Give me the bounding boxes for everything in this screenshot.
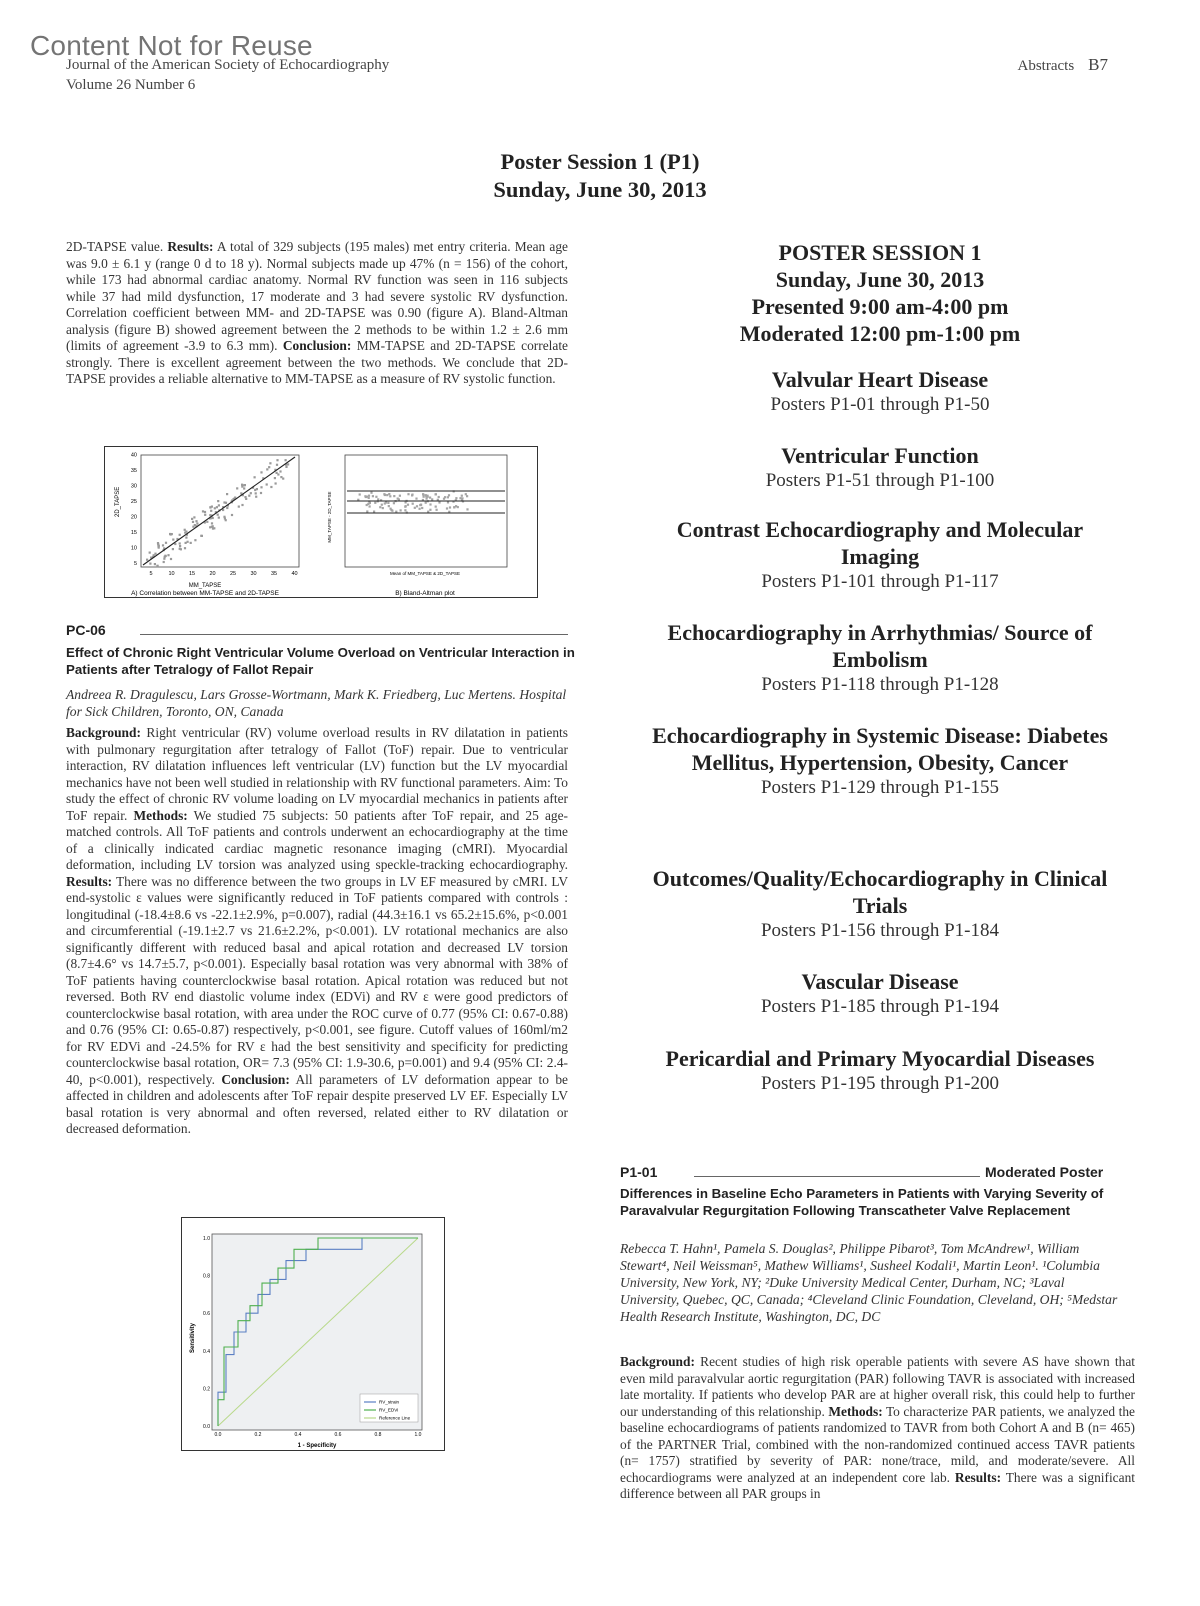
roc-y-tick: 0.6: [203, 1311, 210, 1318]
scatter-point: [276, 459, 278, 461]
bland-altman-point: [400, 509, 402, 511]
bland-altman-point: [390, 508, 392, 510]
bland-altman-point: [377, 498, 379, 500]
scatter-point: [226, 493, 228, 495]
scatter-point: [190, 542, 192, 544]
scatter-point: [185, 537, 187, 539]
abstract-rule: [140, 634, 568, 635]
scatter-point: [163, 561, 165, 563]
scatter-point: [255, 496, 257, 498]
scatter-point: [204, 511, 206, 513]
bland-altman-point: [453, 506, 455, 508]
scatter-point: [211, 522, 213, 524]
scatter-point: [241, 504, 243, 506]
bland-altman-point: [389, 495, 391, 497]
bland-altman-point: [368, 495, 370, 497]
bland-altman-point: [461, 495, 463, 497]
topic-systemic: [640, 722, 1120, 799]
roc-curve-svg: [182, 1218, 444, 1450]
tapse-plots-svg: [105, 447, 537, 597]
bland-altman-point: [461, 497, 463, 499]
bland-altman-point: [411, 494, 413, 496]
scatter-point: [179, 548, 181, 550]
scatter-point: [243, 487, 245, 489]
scatter-point: [165, 542, 167, 544]
bland-altman-point: [419, 504, 421, 506]
scatter-point: [270, 486, 272, 488]
scatter-point: [216, 506, 218, 508]
roc-x-tick: 1.0: [414, 1432, 422, 1438]
roc-x-tick: 0.6: [334, 1432, 342, 1438]
scatter-point: [231, 514, 233, 516]
topic-title: Ventricular Function: [781, 443, 979, 468]
bland-altman-point: [370, 492, 372, 494]
scatter-point: [200, 535, 202, 537]
x-tick-label: 30: [250, 571, 257, 577]
bland-altman-point: [393, 502, 395, 504]
x-tick-label: 40: [291, 571, 298, 577]
scatter-point: [196, 523, 198, 525]
abstract-label-pc06: PC-06: [66, 622, 106, 638]
scatter-point: [245, 498, 247, 500]
fig-a-ylabel: 2D_TAPSE: [115, 486, 121, 517]
bland-altman-point: [382, 507, 384, 509]
watermark: Content Not for Reuse: [30, 30, 313, 61]
scatter-point: [167, 554, 169, 556]
scatter-point: [254, 476, 256, 478]
scatter-point: [213, 527, 215, 529]
bland-altman-point: [426, 498, 428, 500]
bland-altman-point: [391, 510, 393, 512]
bland-altman-point: [374, 502, 376, 504]
x-tick-label: 35: [270, 571, 278, 577]
scatter-point: [193, 516, 195, 518]
topic-vascular: [620, 968, 1140, 1018]
scatter-point: [218, 517, 220, 519]
scatter-point: [187, 541, 189, 543]
bland-altman-point: [425, 495, 427, 497]
figure-tapse: [104, 446, 538, 598]
y-tick-label: 20: [130, 514, 137, 521]
x-tick-label: 10: [168, 571, 175, 577]
scatter-point: [244, 484, 246, 486]
bland-altman-point: [447, 501, 449, 503]
scatter-point: [287, 463, 289, 465]
bland-altman-point: [455, 497, 457, 499]
topic-contrast: [660, 516, 1100, 593]
bland-altman-point: [366, 510, 368, 512]
scatter-point: [153, 554, 155, 556]
bland-altman-point: [438, 496, 440, 498]
bland-altman-point: [435, 506, 437, 508]
section-name: Abstracts: [1017, 58, 1075, 74]
roc-legend: [360, 1394, 418, 1422]
scatter-point: [158, 545, 160, 547]
topic-range: Posters P1-118 through P1-128: [761, 674, 999, 695]
scatter-point: [210, 510, 212, 512]
bland-altman-point: [359, 493, 361, 495]
bland-altman-point: [427, 511, 429, 513]
session-moderated: Moderated 12:00 pm-1:00 pm: [739, 321, 1021, 346]
scatter-point: [158, 547, 160, 549]
scatter-point: [266, 483, 268, 485]
x-tick-label: 5: [149, 571, 153, 577]
topic-range: Posters P1-51 through P1-100: [765, 470, 995, 491]
bland-altman-point: [388, 493, 390, 495]
scatter-point: [217, 514, 219, 516]
scatter-point: [285, 459, 287, 461]
scatter-point: [248, 495, 250, 497]
bland-altman-point: [381, 504, 383, 506]
abstract-authors-pc06: Andreea R. Dragulescu, Lars Grosse-Wortmann, Mark K. Friedberg, Luc Mertens. Hospital for Sick Children, Toronto, ON, Canada: [66, 687, 567, 719]
scatter-point: [218, 504, 220, 506]
journal-volume: Volume 26 Number 6: [66, 77, 196, 93]
bland-altman-point: [393, 495, 395, 497]
scatter-point: [146, 559, 148, 561]
scatter-point: [225, 519, 227, 521]
bland-altman-point: [386, 494, 388, 496]
legend-label: RV_EDVi: [379, 1407, 399, 1413]
scatter-point: [202, 510, 204, 512]
scatter-point: [214, 507, 216, 509]
topic-outcomes: [650, 865, 1110, 942]
session-name: POSTER SESSION 1: [778, 240, 982, 265]
bland-altman-point: [397, 498, 399, 500]
scatter-point: [250, 492, 252, 494]
scatter-point: [169, 533, 171, 535]
bland-altman-point: [415, 498, 417, 500]
scatter-point: [260, 471, 262, 473]
bland-altman-point: [364, 495, 366, 497]
fig-a-caption: A) Correlation between MM-TAPSE and 2D-TAPSE: [131, 590, 279, 597]
bland-altman-point: [366, 504, 368, 506]
scatter-point: [268, 466, 270, 468]
bland-altman-point: [368, 497, 370, 499]
abstract-title-pc06: Effect of Chronic Right Ventricular Volume Overload on Ventricular Interaction in Patients after Tetralogy of Fallot Repair: [66, 645, 575, 677]
scatter-point: [194, 539, 196, 541]
scatter-point: [266, 468, 268, 470]
scatter-point: [274, 477, 276, 479]
bland-altman-point: [407, 504, 409, 506]
fig-b-ylabel: MM_TAPSE - 2D_TAPSE: [327, 491, 332, 543]
scatter-point: [162, 544, 164, 546]
bland-altman-point: [404, 509, 406, 511]
bland-altman-point: [404, 506, 406, 508]
bland-altman-point: [429, 497, 431, 499]
bland-altman-point: [375, 496, 377, 498]
scatter-point: [156, 565, 158, 567]
scatter-point: [280, 476, 282, 478]
abstract-title-p101: Differences in Baseline Echo Parameters in Patients with Varying Severity of Paravalvular Regurgitation Following Transcatheter Valve Replacement: [620, 1186, 1104, 1218]
journal-name: Journal of the American Society of Echocardiography: [66, 57, 390, 73]
bland-altman-point: [421, 507, 423, 509]
scatter-point: [204, 514, 206, 516]
roc-y-tick: 0.4: [203, 1348, 210, 1355]
bland-altman-point: [425, 502, 427, 504]
scatter-point: [172, 548, 174, 550]
x-tick-label: 25: [229, 571, 237, 577]
bland-altman-point: [436, 509, 438, 511]
abstract-body-pc06: Background: Right ventricular (RV) volume overload results in RV dilatation in patients with pulmonary regurgitation after tetralogy of Fallot (ToF) repair. Due to ventricular interaction, RV dilatation influences left ventricular (LV) function but the LV myocardial mechanics have not been well studied in relationship with RV functional parameters. Aim: To study the effect of chronic RV volume loading on LV myocardial mechanics in patients after ToF repair. Methods: We studied 75 subjects: 50 patients after ToF repair, and 25 age-matched controls. All ToF patients and controls underwent an echocardiography at the time of a clinically indicated cardiac magnetic resonance imaging (cMRI). Myocardial deformation, including LV torsion was analyzed using speckle-tracking echocardiography. Results: There was no difference between the two groups in LV EF measured by cMRI. LV end-systolic ε values were significantly reduced in ToF patients compared with controls : longitudinal (-18.4±8.6 vs -22.1±2.9%, p=0.007), radial (44.3±16.1 vs 65.2±15.6%, p<0.001 and circumferential (-19.1±2.7 vs 21.6±2.2%, p<0.001). LV rotational mechanics are also significantly different with reduced basal and apical rotation and decreased LV torsion (8.7±4.6° vs 14.7±5.7, p<0.001). Especially basal rotation was very abnormal with 38% of ToF patients having counterclockwise basal rotation. Apical rotation was reduced but not reversed. Both RV end diastolic volume index (EDVi) and RV ε were good predictors of counterclockwise basal rotation, with area under the ROC curve of 0.77 (95% CI: 0.67-0.88) and 0.76 (95% CI: 0.65-0.87) respectively, p<0.001, see figure. Cutoff values of 160ml/m2 for RV EDVi and -24.5% for RV ε had the best sensitivity and specificity for predicting counterclockwise basal rotation, OR= 7.3 (95% CI: 1.9-30.6, p=0.001) and 9.4 (95% CI: 2.4-40, p<0.001), respectively. Conclusion: All parameters of LV deformation appear to be affected in children and adolescents after ToF repair despite preserved LV EF. Especially LV basal rotation is very abnormal and often reversed, related either to RV dilatation or decreased deformation.: [66, 725, 568, 1136]
scatter-point: [184, 547, 186, 549]
scatter-point: [149, 552, 151, 554]
topic-title: Echocardiography in Arrhythmias/ Source of Embolism: [667, 620, 1093, 672]
bland-altman-point: [414, 507, 416, 509]
scatter-point: [276, 464, 278, 466]
bland-altman-point: [429, 503, 431, 505]
scatter-point: [185, 531, 187, 533]
scatter-point: [185, 542, 187, 544]
y-tick-label: 25: [130, 499, 137, 505]
bland-altman-point: [457, 506, 459, 508]
scatter-point: [149, 563, 151, 565]
bland-altman-point: [372, 495, 374, 497]
topic-title: Vascular Disease: [801, 969, 959, 994]
scatter-point: [179, 534, 181, 536]
continued-abstract-text: 2D-TAPSE value. Results: A total of 329 subjects (195 males) met entry criteria. Mean age was 9.0 ± 6.1 y (range 0 d to 18 y). Normal subjects made up 47% (n = 156) of the cohort, while 173 had abnormal cardiac anatomy. Normal RV function was seen in 116 subjects while 37 had mild dysfunction, 17 moderate and 3 had severe systolic RV dysfunction. Correlation coefficient between MM- and 2D-TAPSE was 0.90 (figure A). Bland-Altman analysis (figure B) showed agreement between the 2 methods to be within 1.2 ± 2.6 mm (limits of agreement -3.9 to 6.3 mm). Conclusion: MM-TAPSE and 2D-TAPSE correlate strongly. There is excellent agreement between the two methods. We conclude that 2D-TAPSE provides a reliable alternative to MM-TAPSE as a measure of RV systolic function.: [66, 239, 568, 386]
scatter-point: [209, 506, 211, 508]
scatter-point: [279, 470, 281, 472]
scatter-point: [179, 545, 181, 547]
scatter-point: [275, 482, 277, 484]
roc-y-tick: 0.2: [203, 1386, 210, 1393]
abstract-type-p101: Moderated Poster: [985, 1164, 1104, 1180]
bland-altman-point: [388, 505, 390, 507]
fig-a-xlabel: MM_TAPSE: [188, 583, 222, 589]
topic-title: Pericardial and Primary Myocardial Diseases: [665, 1046, 1095, 1071]
scatter-point: [211, 526, 213, 528]
bland-altman-point: [387, 502, 389, 504]
bland-altman-plot-b: [327, 455, 507, 597]
scatter-point: [226, 507, 228, 509]
abstract-rule: [694, 1176, 980, 1177]
bland-altman-point: [369, 505, 371, 507]
session-date: Sunday, June 30, 2013: [775, 267, 985, 292]
bland-altman-point: [407, 493, 409, 495]
bland-altman-point: [431, 498, 433, 500]
bland-altman-point: [448, 494, 450, 496]
scatter-point: [217, 500, 219, 502]
topic-range: Posters P1-101 through P1-117: [761, 571, 999, 592]
scatter-point: [260, 486, 262, 488]
topic-range: Posters P1-156 through P1-184: [760, 920, 1000, 941]
roc-ylabel: Sensitivity: [190, 1322, 196, 1354]
bland-altman-point: [459, 497, 461, 499]
bland-altman-point: [385, 502, 387, 504]
bland-altman-point: [447, 496, 449, 498]
roc-x-tick: 0.8: [374, 1432, 382, 1438]
y-tick-label: 35: [130, 468, 137, 474]
scatter-point: [192, 521, 194, 523]
session-title-line2: Sunday, June 30, 2013: [493, 177, 707, 202]
session-title-line1: Poster Session 1 (P1): [500, 149, 700, 174]
abstract-authors-p101: Rebecca T. Hahn¹, Pamela S. Douglas², Philippe Pibarot³, Tom McAndrew¹, William Stewart⁴, Neil Weissman⁵, Mathew Williams¹, Susheel Kodali¹, Martin Leon¹. ¹Columbia University, New York, NY; ²Duke University Medical Center, Durham, NC; ³Laval University, Quebec, QC, Canada; ⁴Cleveland Clinic Foundation, Cleveland, OH; ⁵Medstar Health Research Institute, Washington, DC, DC: [620, 1241, 1118, 1324]
legend-label: RV_strain: [379, 1399, 400, 1405]
bland-altman-point: [435, 493, 437, 495]
topic-ventricular: [620, 442, 1140, 492]
roc-y-tick: 1.0: [203, 1236, 210, 1242]
scatter-point: [285, 466, 287, 468]
scatter-point: [269, 462, 271, 464]
y-tick-label: 30: [130, 483, 137, 490]
bland-altman-point: [419, 508, 421, 510]
bland-altman-point: [444, 496, 446, 498]
scatter-point: [241, 484, 243, 486]
bland-altman-point: [399, 495, 401, 497]
scatter-point: [194, 524, 196, 526]
bland-altman-point: [446, 507, 448, 509]
bland-altman-point: [465, 493, 467, 495]
topic-pericardial: [660, 1045, 1100, 1095]
scatter-point: [241, 486, 243, 488]
y-tick-label: 15: [130, 530, 137, 536]
topic-valvular: [620, 366, 1140, 416]
session-presented: Presented 9:00 am-4:00 pm: [751, 294, 1009, 319]
topic-range: Posters P1-195 through P1-200: [760, 1073, 1000, 1094]
y-tick-label: 40: [130, 452, 137, 459]
bland-altman-point: [379, 506, 381, 508]
topic-range: Posters P1-01 through P1-50: [770, 394, 990, 415]
roc-y-tick: 0.0: [203, 1424, 210, 1430]
y-tick-label: 5: [133, 561, 137, 567]
scatter-point: [255, 492, 257, 494]
bland-altman-point: [438, 501, 440, 503]
scatter-point: [236, 487, 238, 489]
scatter-point: [254, 489, 256, 491]
bland-altman-point: [395, 511, 397, 513]
page-number: B7: [1088, 55, 1108, 74]
bland-altman-point: [422, 493, 424, 495]
bland-altman-point: [383, 493, 385, 495]
roc-xlabel: 1 - Specificity: [297, 1443, 337, 1449]
topic-title: Contrast Echocardiography and Molecular Imaging: [676, 517, 1084, 569]
session-title: [0, 148, 1200, 204]
scatter-point: [172, 539, 174, 541]
bland-altman-point: [412, 503, 414, 505]
scatter-point: [164, 555, 166, 557]
abstract-label-p101: P1-01: [620, 1164, 658, 1180]
fig-b-xlabel: Mean of MM_TAPSE & 2D_TAPSE: [389, 571, 461, 576]
scatter-point: [212, 517, 214, 519]
topic-title: Echocardiography in Systemic Disease: Diabetes Mellitus, Hypertension, Obesity, Cancer: [652, 723, 1108, 775]
scatter-point: [223, 501, 225, 503]
scatter-point: [191, 518, 193, 520]
scatter-point: [163, 558, 165, 560]
x-tick-label: 20: [209, 571, 216, 577]
scatter-point: [154, 563, 156, 565]
roc-x-tick: 0.0: [214, 1432, 222, 1438]
scatter-plot-a: [115, 453, 299, 598]
scatter-point: [195, 520, 197, 522]
scatter-point: [238, 506, 240, 508]
scatter-point: [276, 472, 278, 474]
figure-roc-curve: [181, 1217, 445, 1451]
roc-x-tick: 0.4: [294, 1432, 302, 1438]
bland-altman-point: [429, 509, 431, 511]
bland-altman-point: [449, 506, 451, 508]
bland-altman-point: [466, 508, 468, 510]
topic-title: Outcomes/Quality/Echocardiography in Clinical Trials: [652, 866, 1108, 918]
y-tick-label: 10: [130, 545, 137, 552]
legend-label: Reference Line: [379, 1415, 411, 1421]
x-tick-label: 15: [188, 571, 196, 577]
scatter-point: [170, 558, 172, 560]
abstract-body-p101: Background: Recent studies of high risk operable patients with severe AS have shown that even mild paravalvular aortic regurgitation (PAR) following TAVR is associated with increased late mortality. If patients who develop PAR are at higher overall risk, this could help to further our understanding of this relationship. Methods: To characterize PAR patients, we analyzed the baseline echocardiograms of patients randomized to TAVR from both Cohort A and B (n= 465) of the PARTNER Trial, combined with the non-randomized continued access TAVR patients (n= 1757) stratified by severity of PAR: none/trace, mild, and moderate/severe. All echocardiograms were analyzed at an independent core lab. Results: There was a significant difference between all PAR groups in: [620, 1354, 1135, 1501]
scatter-point: [260, 492, 262, 494]
roc-y-tick: 0.8: [203, 1273, 210, 1280]
topic-arrhythmias: [650, 619, 1110, 696]
topic-range: Posters P1-185 through P1-194: [760, 996, 1000, 1017]
scatter-point: [206, 521, 208, 523]
topic-range: Posters P1-129 through P1-155: [760, 777, 1000, 798]
scatter-point: [179, 542, 181, 544]
fig-b-caption: B) Bland-Altman plot: [395, 590, 455, 597]
bland-altman-point: [373, 511, 375, 513]
roc-x-tick: 0.2: [254, 1432, 262, 1438]
poster-session-heading: [620, 239, 1140, 347]
topic-title: Valvular Heart Disease: [771, 367, 989, 392]
running-header: [1018, 55, 1109, 75]
bland-altman-point: [416, 505, 418, 507]
bland-altman-point: [466, 495, 468, 497]
